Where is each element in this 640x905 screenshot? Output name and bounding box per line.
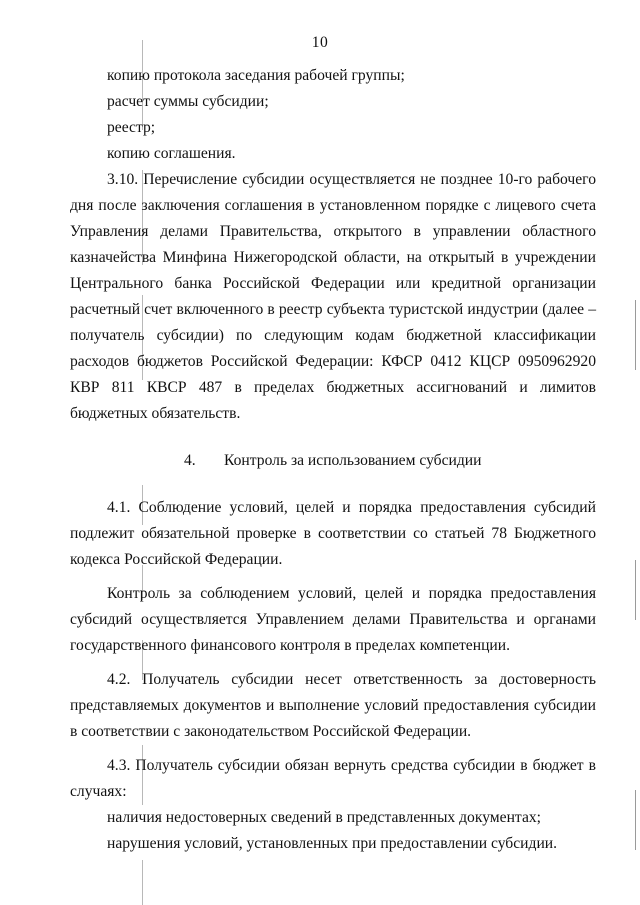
paragraph-4-1: 4.1. Соблюдение условий, целей и порядка предоставления субсидий подлежит обязательной проверке в соответствии со статьей 78 Бюджетного кодекса Российской Федерации. [70,499,596,568]
list-item: копию протокола заседания рабочей группы; [107,67,405,84]
scan-edge-line [635,300,636,370]
paragraph-control: Контроль за соблюдением условий, целей и порядка предоставления субсидий осуществляется Управлением делами Правительства и органами государственного финансового контроля в пределах компетенции. [70,585,596,654]
scan-artifact-line [142,860,143,905]
paragraph-3-10: 3.10. Перечисление субсидии осуществляется не позднее 10-го рабочего дня после заключения соглашения в установленном порядке с лицевого счета Управления делами Правительства, открытого в управлении областного казначейства Минфина Нижегородской области, на открытый в учреждении Центрального банка Российской Федерации или кредитной организации расчетный счет включенного в реестр субъекта туристской индустрии (далее – получатель субсидии) по следующим кодам бюджетной классификации расходов бюджетов Российской Федерации: КФСР 0412 КЦСР 0950962920 КВР 811 КВСР 487 в пределах бюджетных ассигнований и лимитов бюджетных обязательств. [70,171,596,422]
page-number: 10 [311,34,329,51]
section-number: 4. [184,452,196,469]
list-item: реестр; [107,119,156,136]
section-heading [70,448,596,474]
paragraph-4-3: 4.3. Получатель субсидии обязан вернуть средства субсидии в бюджет в случаях: [70,757,596,800]
paragraph-4-2: 4.2. Получатель субсидии несет ответственность за достоверность представляемых документов и выполнение условий предоставления субсидии в соответствии с законодательством Российской Федерации. [70,671,596,740]
section-title: Контроль за использованием субсидии [224,452,482,469]
document-body [70,63,596,857]
scan-edge-line [635,790,636,850]
list-item: наличия недостоверных сведений в представленных документах; [107,809,541,826]
list-item: расчет суммы субсидии; [107,93,269,110]
scan-edge-line [635,560,636,620]
list-item: копию соглашения. [107,145,236,162]
list-item: нарушения условий, установленных при предоставлении субсидии. [107,835,558,852]
